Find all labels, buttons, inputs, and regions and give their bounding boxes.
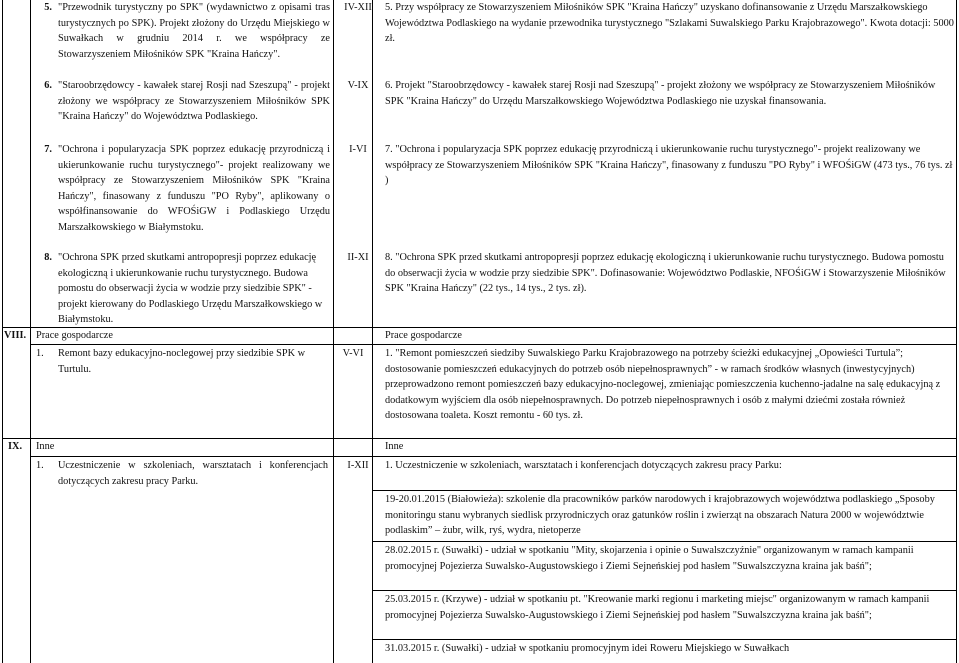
section-8-item-number: 1. [36, 348, 44, 359]
row-6-result: 6. Projekt "Staroobrzędowcy - kawałek starej Rosji nad Szeszupą" - projekt złożony we współpracy ze Stowarzyszeniem Miłośników SPK "Kraina Hańczy" do Urzędu Marszałkowskiego Województwa Podlaskiego nie uzyskał finansowania. [385, 80, 936, 107]
column-divider-period [372, 0, 373, 663]
row-8-number: 8. [44, 252, 52, 263]
row-7-period: I-VI [349, 144, 367, 155]
section-8-numeral: VIII. [4, 330, 27, 341]
entry-divider-2 [372, 541, 957, 542]
entry-divider-3 [372, 590, 957, 591]
section-9-numeral: IX. [8, 441, 23, 452]
entry-divider-4 [372, 639, 957, 640]
entry-divider-1 [372, 490, 957, 491]
row-6-task: "Staroobrzędowcy - kawałek starej Rosji nad Szeszupą" - projekt złożony we współpracy ze Stowarzyszeniem Miłośników SPK "Kraina Hańczy" do Województwa Podlaskiego. [58, 80, 330, 123]
row-5-number: 5. [44, 2, 52, 13]
training-entry: 19-20.01.2015 (Białowieża): szkolenie dla pracowników parków narodowych i krajobrazowych województwa podlaskiego „Sposoby monitoringu stanu wybranych siedlisk przyrodniczych oraz gatunków roślin i zwierząt na obszarach Natura 2000 w województwie podlaskim” – żubr, wilk, ryś, wydra, nietoperze [385, 494, 935, 537]
training-entry: 31.03.2015 r. (Suwałki) - udział w spotkaniu promocyjnym idei Roweru Miejskiego w Suwałkach [385, 643, 790, 654]
section-9-item-number: 1. [36, 460, 44, 471]
row-8-period: II-XI [347, 252, 369, 263]
section-8-item-result: 1. "Remont pomieszczeń siedziby Suwalskiego Parku Krajobrazowego na potrzeby ścieżki edukacyjnej „Opowieści Turtula”; dostosowanie pomieszczeń edukacyjnych do potrzeb osób niepełnosprawnych” - w ramach środków własnych (inwestycyjnych) przeprowadzono remont pomieszczeń bazy edukacyjno-noclegowej, zmieniając pomieszczenia kuchenno-jadalne na salę edukacyjną z dodatkowym wyjściem dla osób niepełnosprawnych. Do potrzeb niepełnosprawnych i osób z małymi dziećmi została również dostosowana toaleta. Koszt remontu - 60 tys. zł. [385, 348, 941, 422]
table-border-right [956, 0, 957, 663]
row-5-task: "Przewodnik turystyczny po SPK" (wydawnictwo z opisami tras turystycznych po SPK). Projekt złożony do Urzędu Miejskiego w Suwałkach w grudniu 2014 r. we współpracy ze Stowarzyszeniem Miłośników SPK "Kraina Hańczy". [58, 2, 330, 60]
section-9-item-period: I-XII [347, 460, 369, 471]
row-divider-section9 [2, 438, 957, 439]
row-8-task: "Ochrona SPK przed skutkami antropopresji poprzez edukację ekologiczną i ukierunkowanie ruchu turystycznego. Budowa pomostu do obserwacji życia w wodzie przy siedzibie SPK" - projekt kierowany do Podlaskiego Urzędu Marszałkowskiego w Białymstoku. [58, 252, 323, 326]
row-divider-section9-item [30, 456, 957, 457]
row-7-number: 7. [44, 144, 52, 155]
row-5-result: 5. Przy współpracy ze Stowarzyszeniem Miłośników SPK "Kraina Hańczy" uzyskano dofinansowanie z Urzędu Marszałkowskiego Województwa Podlaskiego na wydanie przewodnika turystycznego "Szlakami Suwalskiego Parku Krajobrazowego". Kwota dotacji: 5000 zł. [385, 2, 954, 45]
column-divider-task [333, 0, 334, 663]
section-8-item-period: V-VI [342, 348, 364, 359]
row-8-result: 8. "Ochrona SPK przed skutkami antropopresji poprzez edukację ekologiczną i ukierunkowanie ruchu turystycznego. Budowa pomostu do obserwacji życia w wodzie przy siedzibie SPK". Dofinasowanie: Województwo Podlaskie, NFOŚiGW i Stowarzyszenie Miłośników SPK "Kraina Hańczy" (22 tys., 14 tys., 2 tys. zł). [385, 252, 946, 295]
row-5-period: IV-XII [344, 2, 372, 13]
section-9-title: Inne [36, 441, 55, 452]
section-9-title-right: Inne [385, 441, 404, 452]
section-8-title-right: Prace gospodarcze [385, 330, 462, 341]
section-9-item-result: 1. Uczestniczenie w szkoleniach, warsztatach i konferencjach dotyczących zakresu pracy Parku: [385, 460, 782, 471]
section-8-title: Prace gospodarcze [36, 330, 113, 341]
table-border-left [2, 0, 3, 663]
section-9-item-task: Uczestniczenie w szkoleniach, warsztatach i konferencjach dotyczących zakresu pracy Parku. [58, 460, 328, 487]
training-entry: 25.03.2015 r. (Krzywe) - udział w spotkaniu pt. "Kreowanie marki regionu i marketing miejsc" organizowanym w ramach kampanii promocyjnej Pojezierza Suwalsko-Augustowskiego i Ziemi Sejneńskiej pod hasłem "Suwalszczyzna kraina jak baśń"; [385, 594, 930, 621]
column-divider-number [30, 0, 31, 663]
row-7-task: "Ochrona i popularyzacja SPK poprzez edukację przyrodniczą i ukierunkowanie ruchu turystycznego"- projekt realizowany we współpracy ze Stowarzyszeniem Miłośników SPK "Kraina Hańczy", finasowany z funduszu "PO Ryby", aplikowany o współfinansowanie do WFOŚiGW i Podlaskiego Urzędu Marszałkowskiego w Białymstoku. [58, 144, 330, 233]
section-8-item-task: Remont bazy edukacyjno-noclegowej przy siedzibie SPK w Turtulu. [58, 348, 306, 375]
training-entry: 28.02.2015 r. (Suwałki) - udział w spotkaniu "Mity, skojarzenia i opinie o Suwalszczyźnie" organizowanym w ramach kampanii promocyjnej Pojezierza Suwalsko-Augustowskiego i Ziemi Sejneńskiej pod hasłem "Suwalszczyzna kraina jak baśń"; [385, 545, 914, 572]
row-6-number: 6. [44, 80, 52, 91]
row-6-period: V-IX [347, 80, 369, 91]
row-7-result: 7. "Ochrona i popularyzacja SPK poprzez edukację przyrodniczą i ukierunkowanie ruchu turystycznego"- projekt realizowany we współpracy ze Stowarzyszeniem Miłośników SPK "Kraina Hańczy", finasowany z funduszu "PO Ryby" i WFOŚiGW (473 tys., 76 tys. zł ) [385, 144, 953, 187]
row-divider-section8-item [30, 344, 957, 345]
